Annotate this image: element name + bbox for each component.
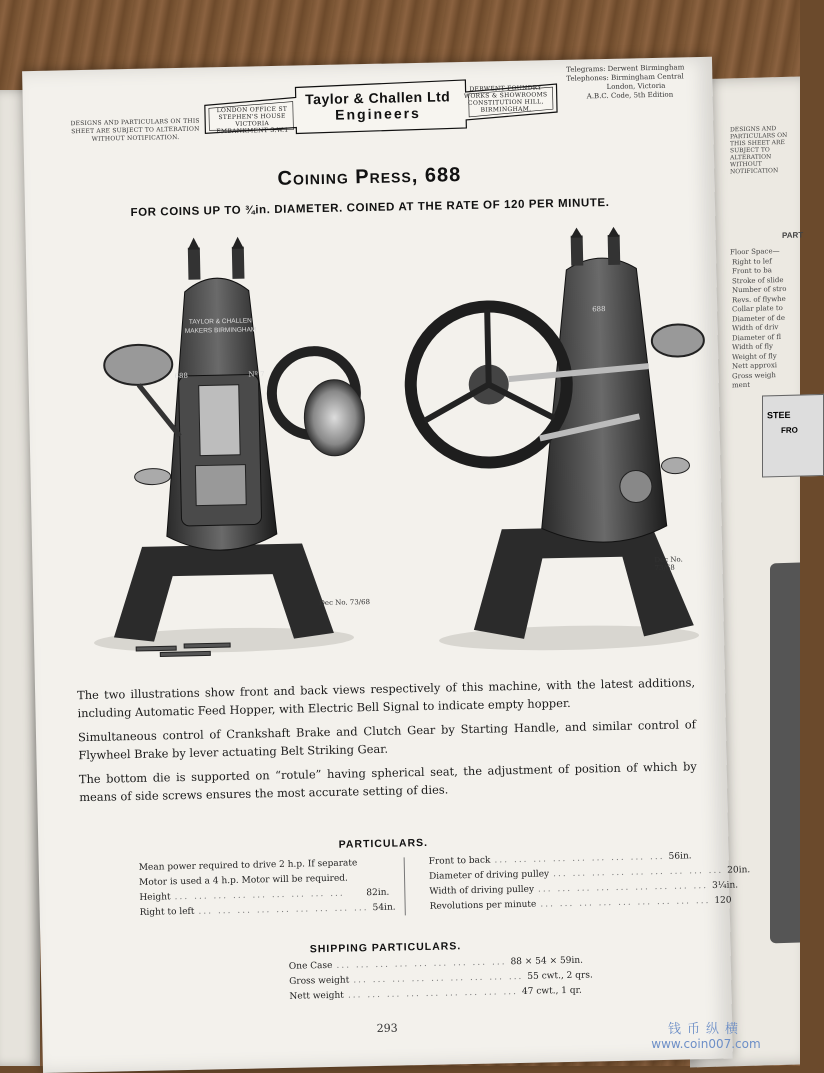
company-banner bbox=[200, 78, 561, 138]
particulars-left-label: Mean power required to drive 2 h.p. If separate bbox=[138, 858, 358, 873]
facing-page-item: Width of fly bbox=[732, 342, 773, 352]
shipping-label: Nett weight bbox=[289, 990, 345, 1002]
facing-page-item: Width of driv bbox=[732, 323, 779, 333]
front-model-number: 688 bbox=[174, 371, 188, 381]
front-maker-plate bbox=[182, 316, 258, 336]
facing-page-label-front: FRO bbox=[781, 425, 798, 436]
description-paragraph-3: The bottom die is supported on “rotule” having spherical seat, the adjustment of position of which by means of side screws ensures the most accurate setting of dies. bbox=[78, 759, 697, 805]
particulars-left-label: Right to left bbox=[139, 906, 195, 918]
particulars-right-value: 20in. bbox=[727, 865, 751, 876]
alteration-note: DESIGNS AND PARTICULARS ON THIS SHEET ARE SUBJECT TO ALTERATION WITHOUT NOTIFICATION. bbox=[70, 117, 200, 143]
particulars-left-value: 54in. bbox=[372, 902, 396, 914]
particulars-right-leader-dots: ... ... ... ... ... ... ... ... ... bbox=[552, 865, 724, 880]
facing-page-note: DESIGNS AND PARTICULARS ON THIS SHEET ARE SUBJECT TO ALTERATION WITHOUT NOTIFICATION bbox=[730, 125, 788, 176]
maker-plate-line2: MAKERS BIRMINGHAM bbox=[184, 326, 257, 335]
facing-page-item: Number of stro bbox=[732, 284, 787, 295]
particulars-heading: PARTICULARS. bbox=[338, 836, 429, 851]
facing-page-item: Front to ba bbox=[732, 266, 772, 276]
back-model-number: 688 bbox=[592, 305, 606, 314]
particulars-right-leader-dots: ... ... ... ... ... ... ... ... ... bbox=[540, 895, 711, 910]
watermark-chinese: 钱币纵横 bbox=[667, 1022, 744, 1037]
shipping-leader-dots: ... ... ... ... ... ... ... ... ... bbox=[347, 987, 519, 1001]
shipping-heading: SHIPPING PARTICULARS. bbox=[309, 940, 462, 956]
particulars-left-label: Motor is used a 4 h.p. Motor will be required. bbox=[138, 873, 348, 888]
facing-page-machine-image bbox=[770, 563, 800, 944]
shipping-label: Gross weight bbox=[289, 975, 350, 987]
particulars-right-leader-dots: ... ... ... ... ... ... ... ... ... bbox=[494, 851, 665, 866]
telephones: Telephones: Birmingham Central bbox=[566, 72, 684, 83]
shipping-leader-dots: ... ... ... ... ... ... ... ... ... bbox=[353, 971, 524, 986]
facing-page-item: Floor Space— bbox=[730, 247, 780, 257]
particulars-left-column bbox=[138, 856, 396, 921]
shipping-value: 55 cwt., 2 qrs. bbox=[527, 970, 593, 982]
facing-page-item: Diameter of de bbox=[732, 313, 785, 323]
back-dec-number: Dec No. 73/68 bbox=[654, 555, 683, 573]
facing-page-item: Weight of fly bbox=[732, 351, 777, 361]
particulars-left-value: 82in. bbox=[366, 887, 390, 899]
facing-page-label-steel: STEE bbox=[767, 409, 791, 421]
telegraph-info bbox=[566, 63, 707, 102]
facing-page-item: ment bbox=[732, 380, 751, 390]
shipping-table bbox=[288, 955, 593, 1005]
facing-page-item: Stroke of slide bbox=[732, 275, 784, 285]
facing-page-item: Nett approxi bbox=[732, 361, 778, 371]
particulars-right-label: Revolutions per minute bbox=[429, 899, 537, 912]
telephones-london: London, Victoria bbox=[606, 81, 666, 91]
catalog-page bbox=[22, 57, 751, 1073]
shipping-leader-dots: ... ... ... ... ... ... ... ... ... bbox=[336, 957, 507, 971]
shipping-value: 88 × 54 × 59in. bbox=[510, 955, 584, 968]
page-subtitle: FOR COINS UP TO ¾in. DIAMETER. COINED AT THE RATE OF 120 PER MINUTE. bbox=[130, 196, 610, 219]
particulars-left-leader-dots: ... ... ... ... ... ... ... ... ... bbox=[198, 903, 369, 917]
site-watermark bbox=[626, 1018, 786, 1051]
telegrams: Telegrams: Derwent Birmingham bbox=[566, 63, 685, 74]
maker-plate-line1: TAYLOR & CHALLEN bbox=[188, 317, 252, 326]
facing-page-item: Right to lef bbox=[732, 256, 772, 266]
particulars-left-leader-dots: ... ... ... ... ... ... ... ... ... bbox=[174, 888, 345, 903]
description-paragraph-2: Simultaneous control of Crankshaft Brake and Clutch Gear by Starting Handle, and similar control of Flywheel Brake by lever actuating Belt Striking Gear. bbox=[77, 717, 697, 763]
front-view-illustration bbox=[66, 232, 375, 658]
facing-page-item: Collar plate to bbox=[732, 304, 783, 314]
back-view-illustration bbox=[386, 225, 705, 661]
back-view-drawing bbox=[386, 225, 705, 661]
watermark-url: www.coin007.com bbox=[651, 1037, 761, 1051]
front-serial-number: Nº 7 bbox=[248, 370, 265, 379]
page-title: Coining Press, 688 bbox=[277, 164, 462, 190]
company-name bbox=[293, 88, 464, 124]
company-name-line1: Taylor & Challen Ltd bbox=[305, 88, 451, 108]
particulars-right-leader-dots: ... ... ... ... ... ... ... ... ... bbox=[537, 881, 709, 895]
particulars-left-label: Height bbox=[139, 892, 171, 903]
particulars-right-label: Width of driving pulley bbox=[429, 884, 535, 897]
particulars-right-value: 56in. bbox=[668, 851, 692, 862]
description bbox=[77, 673, 698, 812]
front-dec-number: Dec No. 73/68 bbox=[319, 598, 371, 608]
abc-code: A.B.C. Code, 5th Edition bbox=[586, 90, 674, 101]
particulars-right-value: 3¼in. bbox=[711, 880, 739, 891]
shipping-label: One Case bbox=[288, 960, 333, 972]
facing-page-item: Gross weigh bbox=[732, 370, 776, 380]
shipping-value: 47 cwt., 1 qr. bbox=[521, 985, 582, 997]
particulars-right-value: 120 bbox=[714, 895, 732, 906]
london-office: LONDON OFFICE ST STEPHEN'S HOUSE VICTORIA EMBANKMENT S.W.1 bbox=[216, 105, 289, 136]
particulars-divider bbox=[404, 857, 406, 915]
page-number: 293 bbox=[376, 1021, 398, 1036]
facing-page-item: Diameter of fl bbox=[732, 332, 782, 342]
front-view-drawing bbox=[66, 232, 375, 658]
particulars-right-label: Front to back bbox=[428, 855, 491, 867]
facing-page-heading: PART bbox=[782, 230, 804, 241]
facing-page-item: Revs. of flywhe bbox=[732, 294, 786, 304]
company-name-line2: Engineers bbox=[335, 104, 422, 123]
facing-page-figure bbox=[762, 394, 824, 478]
works-address: DERWENT FOUNDRY WORKS & SHOWROOMS CONSTITUTION HILL, BIRMINGHAM. bbox=[463, 84, 548, 114]
particulars-right-label: Diameter of driving pulley bbox=[428, 869, 550, 882]
description-paragraph-1: The two illustrations show front and back views respectively of this machine, with the latest additions, including Automatic Feed Hopper, with Electric Bell Signal to indicate empty hopper. bbox=[77, 675, 696, 721]
particulars-right-column bbox=[428, 850, 751, 915]
